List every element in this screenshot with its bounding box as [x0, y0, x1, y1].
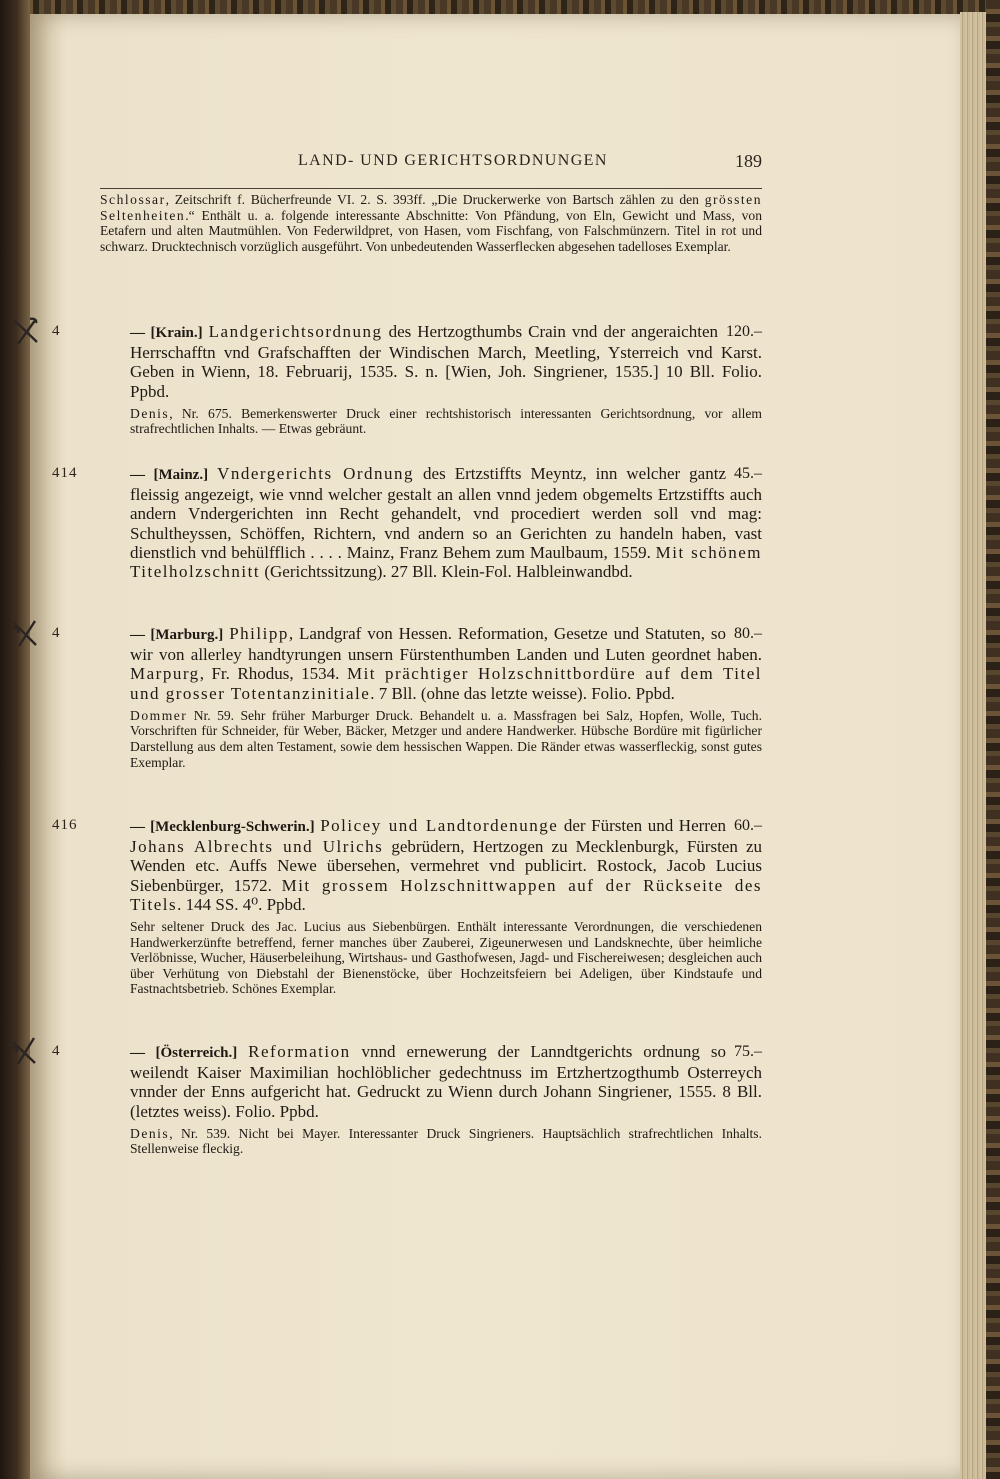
entry-spaced-title: Philipp	[229, 624, 289, 643]
entry-price: 60.–	[734, 817, 762, 834]
entry-spaced-phrase: Mit grossem Holzschnittwappen auf der Rückseite des Titels	[130, 875, 762, 914]
intro-spaced-phrase: grössten Seltenheiten	[100, 192, 762, 223]
entry-text: vnnd ernewerung der Lanndtgerichts ordnung so weilendt Kaiser Maximilian hochlöblicher gedechtnuss im Ertzhertzogthumb Osterreych vnnder der Enns aufgericht hat. Gedruckt zu Wienn durch Johann Singriener, 1555. 8 Bll. (letztes weiss). Folio. Ppbd.	[130, 1042, 762, 1121]
note-text: Sehr seltener Druck des Jac. Lucius aus Siebenbürgen. Enthält interessante Verordnungen, die verschiedenen Handwerkerzünfte betreffend, ferner manches über Zauberei, Zigeunerwesen und Landsknechte, über heimliche Verlöbnisse, Wucher, Häuserbeleihung, Wirtshaus- und Gasthofwesen, Jagd- und Fischereiwesen; desgleichen auch über Verhütung von Diebstahl der Bienenstöcke, über Hochzeitsfeiern bei Adeligen, über Kindstaufe und Fastnachtsbetrieb. Schönes Exemplar.	[130, 919, 762, 997]
entry-text-a: des Ertzstiffts Meyntz, inn welcher gantz fleissig angezeigt, wie vnnd welcher gestalt an allen vnnd jedem obgemelts Ertzstiffts auch andern Vndergerichten inn Recht gehandelt, vnd procediert werden soll vnd mag: Schultheyssen, Schöffen, Richtern, vnd andern so an Gerichten zu handeln haben, vast dienstlich vnd behülfflich . . . . Mainz, Franz Behem zum Maulbaum, 1559.	[130, 464, 762, 562]
pen-cross-mark-icon	[10, 316, 40, 346]
entry-bracket-label: — [Krain.]	[130, 325, 203, 341]
entry-main	[52, 464, 762, 582]
page-number: 189	[735, 151, 762, 171]
entry-spaced-title: Policey und Landtordenunge	[320, 816, 559, 835]
entry-text-c: . 7 Bll. (ohne das letzte weisse). Folio. Ppbd.	[370, 683, 675, 703]
book-spine	[0, 0, 30, 1479]
entry-spaced-phrase: Mit prächtiger Holzschnittbordüre auf dem Titel und grosser Totentanzinitiale	[130, 664, 762, 703]
note-spaced-source: Denis	[130, 405, 170, 421]
intro-text-a: , Zeitschrift f. Bücherfreunde VI. 2. S. 393ff. „Die Druckerwerke von Bartsch zählen zu den	[165, 192, 705, 207]
entry-spaced-title: Vndergerichts Ordnung	[217, 464, 415, 483]
entry-text-b: gebrüdern, Hertzogen zu Mecklenburgk, Fürsten zu Wenden etc. Auffs Newe übersehen, vermehret vnd publicirt. Rostock, Jacob Lucius Siebenbürger, 1572.	[130, 837, 762, 895]
catalog-entry	[52, 624, 762, 770]
running-head	[100, 152, 762, 189]
entry-text-c: . 144 SS. 4⁰. Ppbd.	[177, 894, 306, 914]
note-text: , Nr. 675. Bemerkenswerter Druck einer rechtshistorisch interessanten Gerichtsordnung, vor allem strafrechtlichen Inhalts. — Etwas gebräunt.	[130, 405, 762, 437]
note-text: , Nr. 539. Nicht bei Mayer. Interessanter Druck Singrieners. Hauptsächlich strafrechtlichen Inhalts. Stellenweise fleckig.	[130, 1125, 762, 1157]
entry-price: 120.–	[726, 323, 762, 340]
entry-main	[52, 322, 762, 401]
note-text: Nr. 59. Sehr früher Marburger Druck. Behandelt u. a. Massfragen bei Salz, Hopfen, Wolle, Tuch. Vorschriften für Schneider, für Weber, Bäcker, Metzger und andere Handwerker. Hübsche Bordüre mit figürlicher Darstellung aus dem alten Testament, sowie dem hessischen Wappen. Die Ränder etwas wasserfleckig, sonst gutes Exemplar.	[130, 707, 762, 770]
entry-text-a: , Landgraf von Hessen. Reformation, Gesetze und Statuten, so wir von allerley handtyrungen unsern Fürstenthumben Landen und Luten geordnet haben.	[130, 624, 762, 665]
entry-number: 4	[52, 322, 61, 341]
entry-spaced-place: Marpurg	[130, 664, 200, 684]
intro-note	[100, 192, 762, 254]
entry-text-b: (Gerichtssitzung). 27 Bll. Klein-Fol. Halbleinwandbd.	[260, 562, 633, 582]
entry-number: 416	[52, 817, 78, 833]
entry-text-b: , Fr. Rhodus, 1534.	[199, 664, 347, 684]
catalog-entry	[52, 464, 762, 582]
entry-price: 45.–	[734, 465, 762, 482]
note-spaced-source: Denis	[130, 1125, 170, 1141]
entry-spaced-names: Johans Albrechts und Ulrichs	[130, 837, 384, 857]
running-title: LAND- UND GERICHTSORDNUNGEN	[298, 152, 608, 169]
entry-text-a: der Fürsten und Herren	[558, 816, 726, 835]
entry-note	[100, 919, 762, 997]
note-spaced-source: Dommer	[130, 707, 188, 723]
entry-main	[52, 624, 762, 703]
pen-cross-mark-icon	[10, 618, 40, 648]
entry-spaced-title: Reformation	[248, 1042, 351, 1061]
catalog-entry	[52, 1042, 762, 1157]
entry-price: 80.–	[734, 625, 762, 642]
entry-bracket-label: — [Mecklenburg-Schwerin.]	[130, 819, 315, 835]
entry-number: 4	[52, 624, 61, 643]
entry-main	[52, 816, 762, 914]
entry-main	[52, 1042, 762, 1121]
catalog-entry	[52, 816, 762, 997]
entry-bracket-label: — [Österreich.]	[130, 1045, 238, 1061]
entry-spaced-phrase: Mit schönem Titelholzschnitt	[130, 542, 762, 582]
entry-note	[100, 708, 762, 770]
entry-spaced-title: Landgerichtsordnung	[208, 322, 383, 341]
entry-note	[100, 1126, 762, 1157]
pen-cross-mark-icon	[10, 1036, 40, 1066]
entry-number: 414	[52, 465, 78, 481]
intro-spaced-author: Schlossar	[100, 192, 166, 207]
page-edges	[960, 12, 986, 1479]
entry-number: 4	[52, 1042, 61, 1061]
entry-note	[100, 406, 762, 437]
entry-text: des Hertzogthumbs Crain vnd der angeraichten Herrschafftn vnd Grafschafften der Windischen March, Meetling, Ysterreich vnd Karst. Geben in Wienn, 18. Februarij, 1535. S. n. [Wien, Joh. Singriener, 1535.] 10 Bll. Folio. Ppbd.	[130, 322, 762, 401]
marbled-cover-edge	[986, 0, 1000, 1479]
entry-bracket-label: — [Marburg.]	[130, 627, 224, 643]
catalog-entry	[52, 322, 762, 437]
intro-text-b: .“ Enthält u. a. folgende interessante Abschnitte: Von Pfändung, von Eln, Gewicht und Mass, von Eetafern und alten Mautmühlen. Von Federwildpret, von Hasen, vom Fischfang, von Falschmünzern. Titel in rot und schwarz. Drucktechnisch vorzüglich ausgeführt. Von unbedeutenden Wasserflecken abgesehen tadelloses Exemplar.	[100, 207, 762, 254]
entry-price: 75.–	[734, 1043, 762, 1060]
entry-bracket-label: — [Mainz.]	[130, 467, 209, 483]
